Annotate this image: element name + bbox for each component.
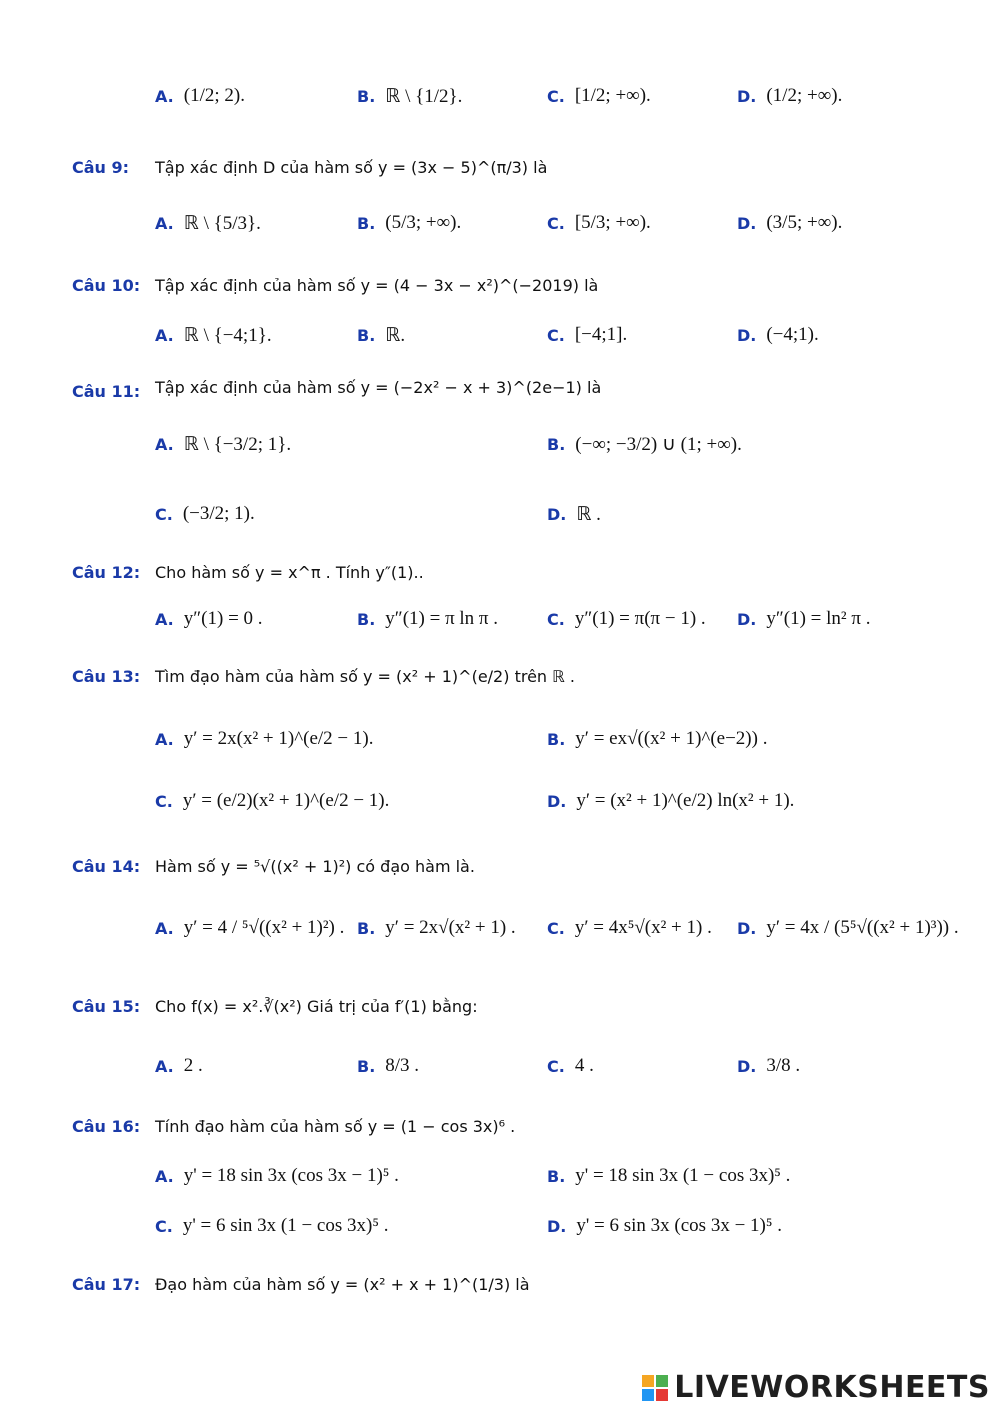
option-a-text: 2 . [183,1055,203,1076]
option-b-label: B. [357,609,376,629]
option-b-label: B. [357,213,376,233]
option-b-text: ℝ \ {1/2}. [385,86,463,107]
option-d[interactable] [737,324,819,346]
question-label: Câu 12: [72,563,141,582]
option-a-label: A. [155,326,174,345]
option-d-text: ℝ . [576,504,601,525]
option-b-text: y″(1) = π ln π . [385,608,499,629]
question-label: Câu 9: [72,158,130,177]
option-b-text: ℝ. [385,325,406,346]
option-c-label: C. [547,86,565,106]
option-b[interactable] [357,1055,419,1077]
option-b-text: 8/3 . [385,1055,420,1076]
question-text: Cho hàm số y = x^π . Tính y″(1).. [155,563,424,582]
option-a[interactable] [155,1165,399,1187]
question-text: Tập xác định của hàm số y = (4 − 3x − x²)^(−2019) là [155,276,599,295]
option-b-label: B. [547,435,566,454]
option-d-label: D. [737,609,757,629]
option-b[interactable] [547,728,767,750]
option-a[interactable] [155,917,344,939]
option-c[interactable] [155,1215,388,1237]
logo-square-2 [656,1375,668,1387]
option-a-text: y″(1) = 0 . [183,608,263,629]
brand-name: LIVEWORKSHEETS [674,1370,990,1405]
option-b-label: B. [357,1056,376,1076]
option-a-label: A. [155,729,174,749]
option-a-text: y' = 18 sin 3x (cos 3x − 1)⁵ . [183,1165,399,1186]
option-b-text: (−∞; −3/2) ∪ (1; +∞). [575,434,742,455]
option-d[interactable] [737,917,959,939]
question-text: Tập xác định D của hàm số y = (3x − 5)^(π/3) là [155,158,548,177]
option-c[interactable] [547,212,651,234]
option-b-label: B. [357,326,376,345]
option-b-label: B. [357,918,376,938]
option-d-text: y″(1) = ln² π . [766,608,871,629]
option-d-text: y′ = 4x / (5⁵√((x² + 1)³)) . [766,917,959,938]
option-d[interactable] [547,790,794,812]
option-c-label: C. [547,918,565,938]
option-b-text: y′ = ex√((x² + 1)^(e−2)) . [575,728,768,749]
option-a[interactable] [155,85,245,107]
option-c-label: C. [155,504,173,524]
option-b[interactable] [547,433,742,456]
question-label: Câu 11: [72,382,141,401]
option-a-text: ℝ \ {5/3}. [183,213,261,234]
question-11 [0,378,1000,438]
question-16-options-row2 [0,1215,1000,1275]
option-c[interactable] [547,608,706,630]
question-8-options [0,75,1000,135]
option-c-label: C. [155,791,173,811]
option-d[interactable] [737,212,842,234]
option-c-text: [5/3; +∞). [574,212,651,233]
option-d-text: (3/5; +∞). [766,212,843,233]
option-c-text: [1/2; +∞). [574,85,651,106]
question-text: Hàm số y = ⁵√((x² + 1)²) có đạo hàm là. [155,857,475,876]
question-11-options-row2 [0,503,1000,563]
option-c[interactable] [547,1055,594,1077]
option-c-text: y' = 6 sin 3x (1 − cos 3x)⁵ . [182,1215,389,1236]
option-b-text: (5/3; +∞). [385,212,462,233]
question-14-options [0,917,1000,977]
option-a-label: A. [155,86,174,106]
option-c-label: C. [547,609,565,629]
logo-grid-icon [642,1375,668,1401]
option-c-text: 4 . [574,1055,594,1076]
question-label: Câu 14: [72,857,141,876]
question-17 [0,1275,1000,1335]
question-13-options-row2 [0,790,1000,850]
liveworksheets-logo [642,1370,990,1405]
option-d-label: D. [737,325,757,345]
option-a[interactable] [155,433,291,456]
question-text: Tìm đạo hàm của hàm số y = (x² + 1)^(e/2) trên ℝ . [155,667,575,686]
question-9-options [0,212,1000,272]
option-c[interactable] [155,503,255,525]
question-label: Câu 13: [72,667,141,686]
question-text: Tính đạo hàm của hàm số y = (1 − cos 3x)⁶ . [155,1117,516,1136]
question-label: Câu 16: [72,1117,141,1136]
option-d[interactable] [547,503,601,526]
option-d-label: D. [547,791,567,811]
option-c[interactable] [547,917,712,939]
option-c[interactable] [155,790,389,812]
logo-square-3 [642,1389,654,1401]
question-15-options [0,1055,1000,1115]
option-a[interactable] [155,1055,203,1077]
question-11-options-row1 [0,433,1000,493]
question-14 [0,857,1000,917]
option-a-text: (1/2; 2). [183,85,245,106]
option-c-label: C. [547,325,565,345]
option-d[interactable] [737,85,842,107]
option-a-label: A. [155,609,174,629]
option-a-label: A. [155,1056,174,1076]
question-label: Câu 17: [72,1275,141,1294]
option-d-text: 3/8 . [766,1055,801,1076]
option-a[interactable] [155,608,263,630]
option-c-text: y′ = (e/2)(x² + 1)^(e/2 − 1). [182,790,390,811]
question-15 [0,997,1000,1057]
option-d-label: D. [547,1216,567,1236]
option-b[interactable] [357,85,462,108]
option-a-label: A. [155,1166,174,1186]
option-d-text: (1/2; +∞). [766,85,843,106]
option-a[interactable] [155,324,272,347]
question-label: Câu 15: [72,997,141,1016]
option-b[interactable] [547,1165,790,1187]
option-b-text: y′ = 2x√(x² + 1) . [385,917,516,938]
option-d-text: y′ = (x² + 1)^(e/2) ln(x² + 1). [576,790,795,811]
option-c-label: C. [155,1216,173,1236]
option-b[interactable] [357,324,405,347]
option-d[interactable] [547,1215,782,1237]
logo-square-1 [642,1375,654,1387]
question-text: Cho f(x) = x².∛(x²) Giá trị của f′(1) bằng: [155,997,478,1016]
option-d-text: (−4;1). [766,324,819,345]
option-a-text: y′ = 4 / ⁵√((x² + 1)²) . [183,917,345,938]
question-13 [0,667,1000,727]
question-13-options-row1 [0,728,1000,788]
option-b[interactable] [357,212,461,234]
option-a[interactable] [155,728,373,750]
option-c-text: [−4;1]. [574,324,628,345]
option-a[interactable] [155,212,261,235]
option-c-label: C. [547,213,565,233]
option-b[interactable] [357,917,516,939]
question-9 [0,158,1000,218]
option-b-label: B. [547,729,566,749]
option-b-text: y' = 18 sin 3x (1 − cos 3x)⁵ . [575,1165,791,1186]
option-d[interactable] [737,1055,800,1077]
option-b-label: B. [357,87,376,106]
option-d-label: D. [737,213,757,233]
option-c-label: C. [547,1056,565,1076]
option-d-label: D. [737,86,757,106]
logo-square-4 [656,1389,668,1401]
option-c[interactable] [547,324,627,346]
option-c[interactable] [547,85,651,107]
option-b[interactable] [357,608,498,630]
question-label: Câu 10: [72,276,141,295]
option-c-text: y″(1) = π(π − 1) . [574,608,706,629]
option-c-text: y′ = 4x⁵√(x² + 1) . [574,917,712,938]
question-text: Tập xác định của hàm số y = (−2x² − x + 3)^(2e−1) là [155,378,602,397]
option-a-text: y′ = 2x(x² + 1)^(e/2 − 1). [183,728,374,749]
option-a-label: A. [155,214,174,233]
option-a-label: A. [155,918,174,938]
question-text: Đạo hàm của hàm số y = (x² + x + 1)^(1/3) là [155,1275,530,1294]
option-b-label: B. [547,1166,566,1186]
option-d-label: D. [547,505,567,524]
option-d-text: y' = 6 sin 3x (cos 3x − 1)⁵ . [576,1215,782,1236]
option-a-text: ℝ \ {−4;1}. [183,325,272,346]
option-a-text: ℝ \ {−3/2; 1}. [183,434,292,455]
question-12-options [0,608,1000,668]
option-c-text: (−3/2; 1). [182,503,255,524]
question-10-options [0,324,1000,384]
option-d[interactable] [737,608,870,630]
option-d-label: D. [737,918,757,938]
option-d-label: D. [737,1056,757,1076]
option-a-label: A. [155,435,174,454]
